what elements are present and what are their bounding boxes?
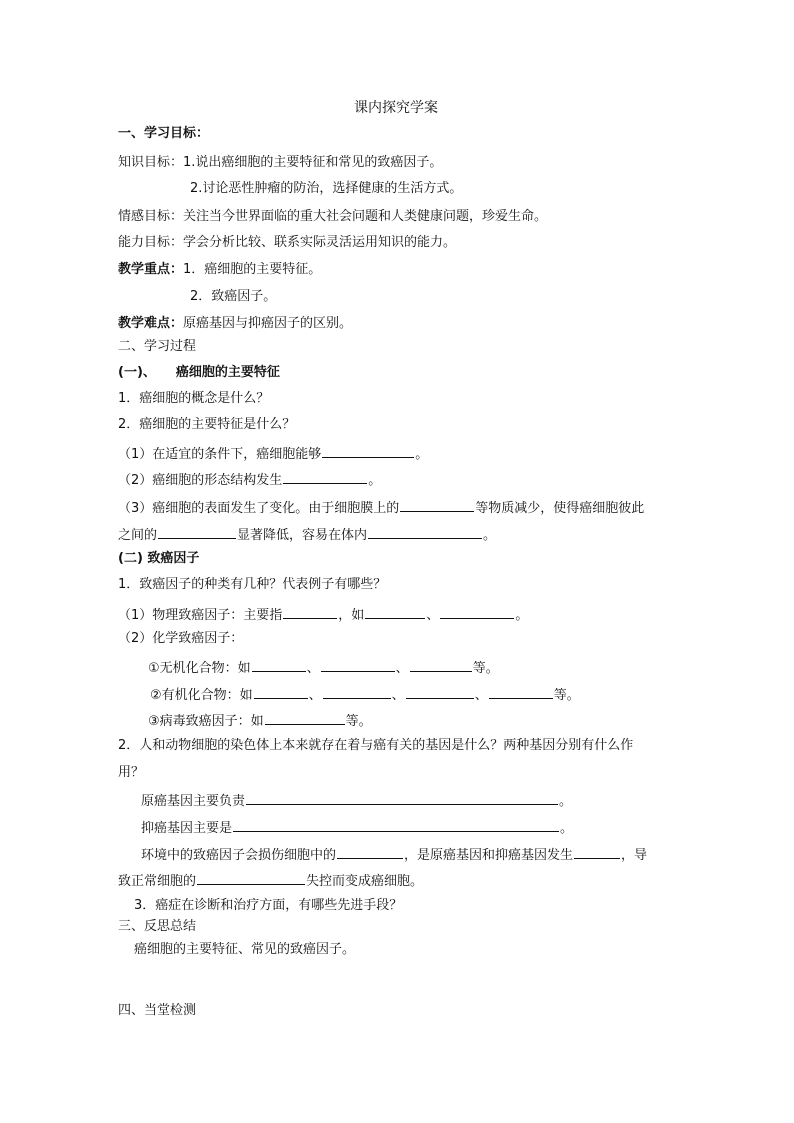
proto-oncogene: 原癌基因主要负责 。 xyxy=(141,790,572,811)
answer-blank[interactable] xyxy=(368,524,482,539)
virus-carcinogen: ③病毒致癌因子：如 等。 xyxy=(148,710,372,731)
teaching-difficulty: 原癌基因与抑癌因子的区别。 xyxy=(183,316,353,331)
question-2-2: （2）癌细胞的形态结构发生 。 xyxy=(118,469,381,490)
section-heading-reflection: 三、反思总结 xyxy=(118,919,197,934)
answer-blank[interactable] xyxy=(158,524,236,539)
inorganic-compounds: ①无机化合物：如 、 、 等。 xyxy=(148,657,499,678)
answer-blank[interactable] xyxy=(365,604,425,619)
page-title: 课内探究学案 xyxy=(354,100,438,116)
answer-blank[interactable] xyxy=(574,844,620,859)
part2-heading: (二) 致癌因子 xyxy=(118,551,200,566)
question-2-3-line-2: 之间的 显著降低，容易在体内 。 xyxy=(118,524,496,545)
chemical-carcinogen: （2）化学致癌因子： xyxy=(118,631,244,646)
teaching-key-1: 1．癌细胞的主要特征。 xyxy=(183,262,322,277)
question-1: 1．癌细胞的概念是什么？ xyxy=(118,391,270,406)
teaching-difficulty-line xyxy=(118,315,352,333)
section-heading-goals: 一、学习目标： xyxy=(118,126,210,141)
part2-question-2-line-1: 2．人和动物细胞的染色体上本来就存在着与癌有关的基因是什么？两种基因分别有什么作 xyxy=(118,738,634,753)
part2-question-1: 1．致癌因子的种类有几种？代表例子有哪些？ xyxy=(118,577,387,592)
knowledge-goal-label: 知识目标： xyxy=(118,155,184,170)
answer-blank[interactable] xyxy=(406,684,474,699)
question-2-1: （1）在适宜的条件下，癌细胞能够 。 xyxy=(118,443,428,464)
section-heading-test: 四、当堂检测 xyxy=(118,1003,197,1018)
knowledge-goal-1: 1.说出癌细胞的主要特征和常见的致癌因子。 xyxy=(183,155,443,170)
answer-blank[interactable] xyxy=(337,844,403,859)
answer-blank[interactable] xyxy=(321,657,395,672)
answer-blank[interactable] xyxy=(283,604,337,619)
part1-heading xyxy=(118,364,280,382)
physical-carcinogen: （1）物理致癌因子：主要指 ，如 、 。 xyxy=(118,604,528,625)
answer-blank[interactable] xyxy=(233,817,559,832)
part1-number: (一)、 xyxy=(118,365,156,380)
section-heading-process: 二、学习过程 xyxy=(118,339,197,354)
answer-blank[interactable] xyxy=(254,684,308,699)
question-2-3-line-1: （3）癌细胞的表面发生了变化。由于细胞膜上的 等物质减少，使得癌细胞彼此 xyxy=(118,497,644,518)
knowledge-goal-2: 2.讨论恶性肿瘤的防治，选择健康的生活方式。 xyxy=(190,181,463,196)
question-2: 2．癌细胞的主要特征是什么？ xyxy=(118,417,296,432)
part1-title: 癌细胞的主要特征 xyxy=(175,365,280,380)
part2-question-2-line-2: 用？ xyxy=(118,765,145,780)
emotion-goal: 情感目标：关注当今世界面临的重大社会问题和人类健康问题，珍爱生命。 xyxy=(118,209,548,224)
answer-blank[interactable] xyxy=(197,870,305,885)
reflection-body: 癌细胞的主要特征、常见的致癌因子。 xyxy=(134,942,356,957)
answer-blank[interactable] xyxy=(323,684,391,699)
answer-blank[interactable] xyxy=(410,657,472,672)
teaching-key-line-1 xyxy=(118,261,321,279)
knowledge-goal-line-1 xyxy=(118,154,442,172)
answer-blank[interactable] xyxy=(246,790,558,805)
answer-blank[interactable] xyxy=(322,443,414,458)
answer-blank[interactable] xyxy=(489,684,553,699)
tumor-suppressor: 抑癌基因主要是 。 xyxy=(141,817,573,838)
part2-question-3: 3．癌症在诊断和治疗方面，有哪些先进手段？ xyxy=(134,898,403,913)
teaching-difficulty-label: 教学难点： xyxy=(118,316,184,331)
environment-line-2: 致正常细胞的 失控而变成癌细胞。 xyxy=(118,870,423,891)
teaching-key-2: 2．致癌因子。 xyxy=(190,289,277,304)
answer-blank[interactable] xyxy=(400,497,474,512)
answer-blank[interactable] xyxy=(265,710,345,725)
ability-goal: 能力目标：学会分析比较、联系实际灵活运用知识的能力。 xyxy=(118,235,457,250)
answer-blank[interactable] xyxy=(252,657,306,672)
teaching-key-label: 教学重点： xyxy=(118,262,184,277)
environment-line-1: 环境中的致癌因子会损伤细胞中的 ，是原癌基因和抑癌基因发生 ，导 xyxy=(141,844,647,865)
organic-compounds: ②有机化合物：如 、 、 、 等。 xyxy=(150,684,580,705)
answer-blank[interactable] xyxy=(283,469,367,484)
answer-blank[interactable] xyxy=(440,604,514,619)
